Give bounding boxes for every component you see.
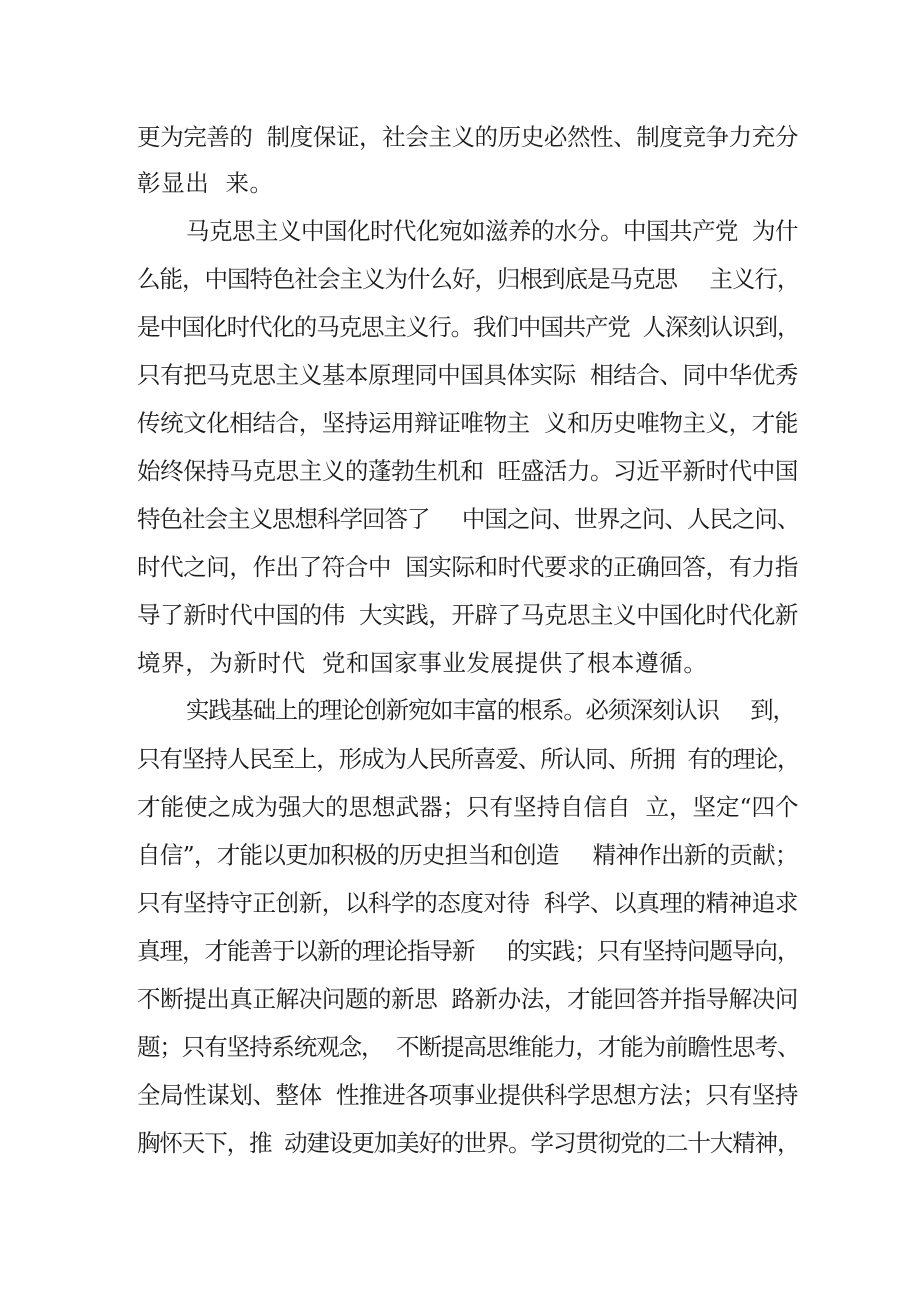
text-line-6: 只有把马克思主义基本原理同中国具体实际 相结合、同中华优秀 xyxy=(137,361,798,389)
paragraph-3-line-1: 实践基础上的理论创新宛如丰富的根系。必须深刻认识 到， xyxy=(186,697,795,724)
text-line-4: 么能，中国特色社会主义为什么好，归根到底是马克思 主义行， xyxy=(137,265,800,293)
text-line-15: 才能使之成为强大的思想武器；只有坚持自信自 立，坚定“四个 xyxy=(137,793,799,821)
text-line-22: 胸怀天下，推 动建设更加美好的世界。学习贯彻党的二十大精神， xyxy=(137,1129,800,1157)
text-line-8: 始终保持马克思主义的蓬勃生机和 旺盛活力。习近平新时代中国 xyxy=(137,457,798,485)
text-line-12: 境界，为新时代 党和国家事业发展提供了根本遵循。 xyxy=(137,649,708,677)
text-line-14: 只有坚持人民至上，形成为人民所喜爱、所认同、所拥 有的理论， xyxy=(137,745,800,773)
text-line-17: 只有坚持守正创新，以科学的态度对待 科学、以真理的精神追求 xyxy=(137,889,798,917)
paragraph-2-line-1: 马克思主义中国化时代化宛如滋养的水分。中国共产党 为什 xyxy=(186,217,798,245)
text-line-19: 不断提出真正解决问题的新思 路新办法，才能回答并指导解决问 xyxy=(137,985,798,1013)
text-line-18: 真理，才能善于以新的理论指导新 的实践；只有坚持问题导向， xyxy=(137,937,800,965)
text-line-1: 更为完善的 制度保证，社会主义的历史必然性、制度竞争力充分 xyxy=(137,123,798,151)
text-line-7: 传统文化相结合，坚持运用辩证唯物主 义和历史唯物主义，才能 xyxy=(137,409,798,437)
text-line-2: 彰显出 来。 xyxy=(137,169,274,197)
text-line-10: 时代之问，作出了符合中 国实际和时代要求的正确回答，有力指 xyxy=(137,553,798,581)
text-line-20: 题；只有坚持系统观念， 不断提高思维能力，才能为前瞻性思考、 xyxy=(137,1033,800,1061)
text-line-9: 特色社会主义思想科学回答了 中国之问、世界之问、人民之问、 xyxy=(137,505,800,533)
text-line-11: 导了新时代中国的伟 大实践，开辟了马克思主义中国化时代化新 xyxy=(137,601,798,629)
text-line-21: 全局性谋划、整体 性推进各项事业提供科学思想方法；只有坚持 xyxy=(137,1081,798,1109)
text-line-16: 自信”，才能以更加积极的历史担当和创造 精神作出新的贡献； xyxy=(137,841,798,869)
text-line-5: 是中国化时代化的马克思主义行。我们中国共产党 人深刻认识到， xyxy=(137,313,800,341)
